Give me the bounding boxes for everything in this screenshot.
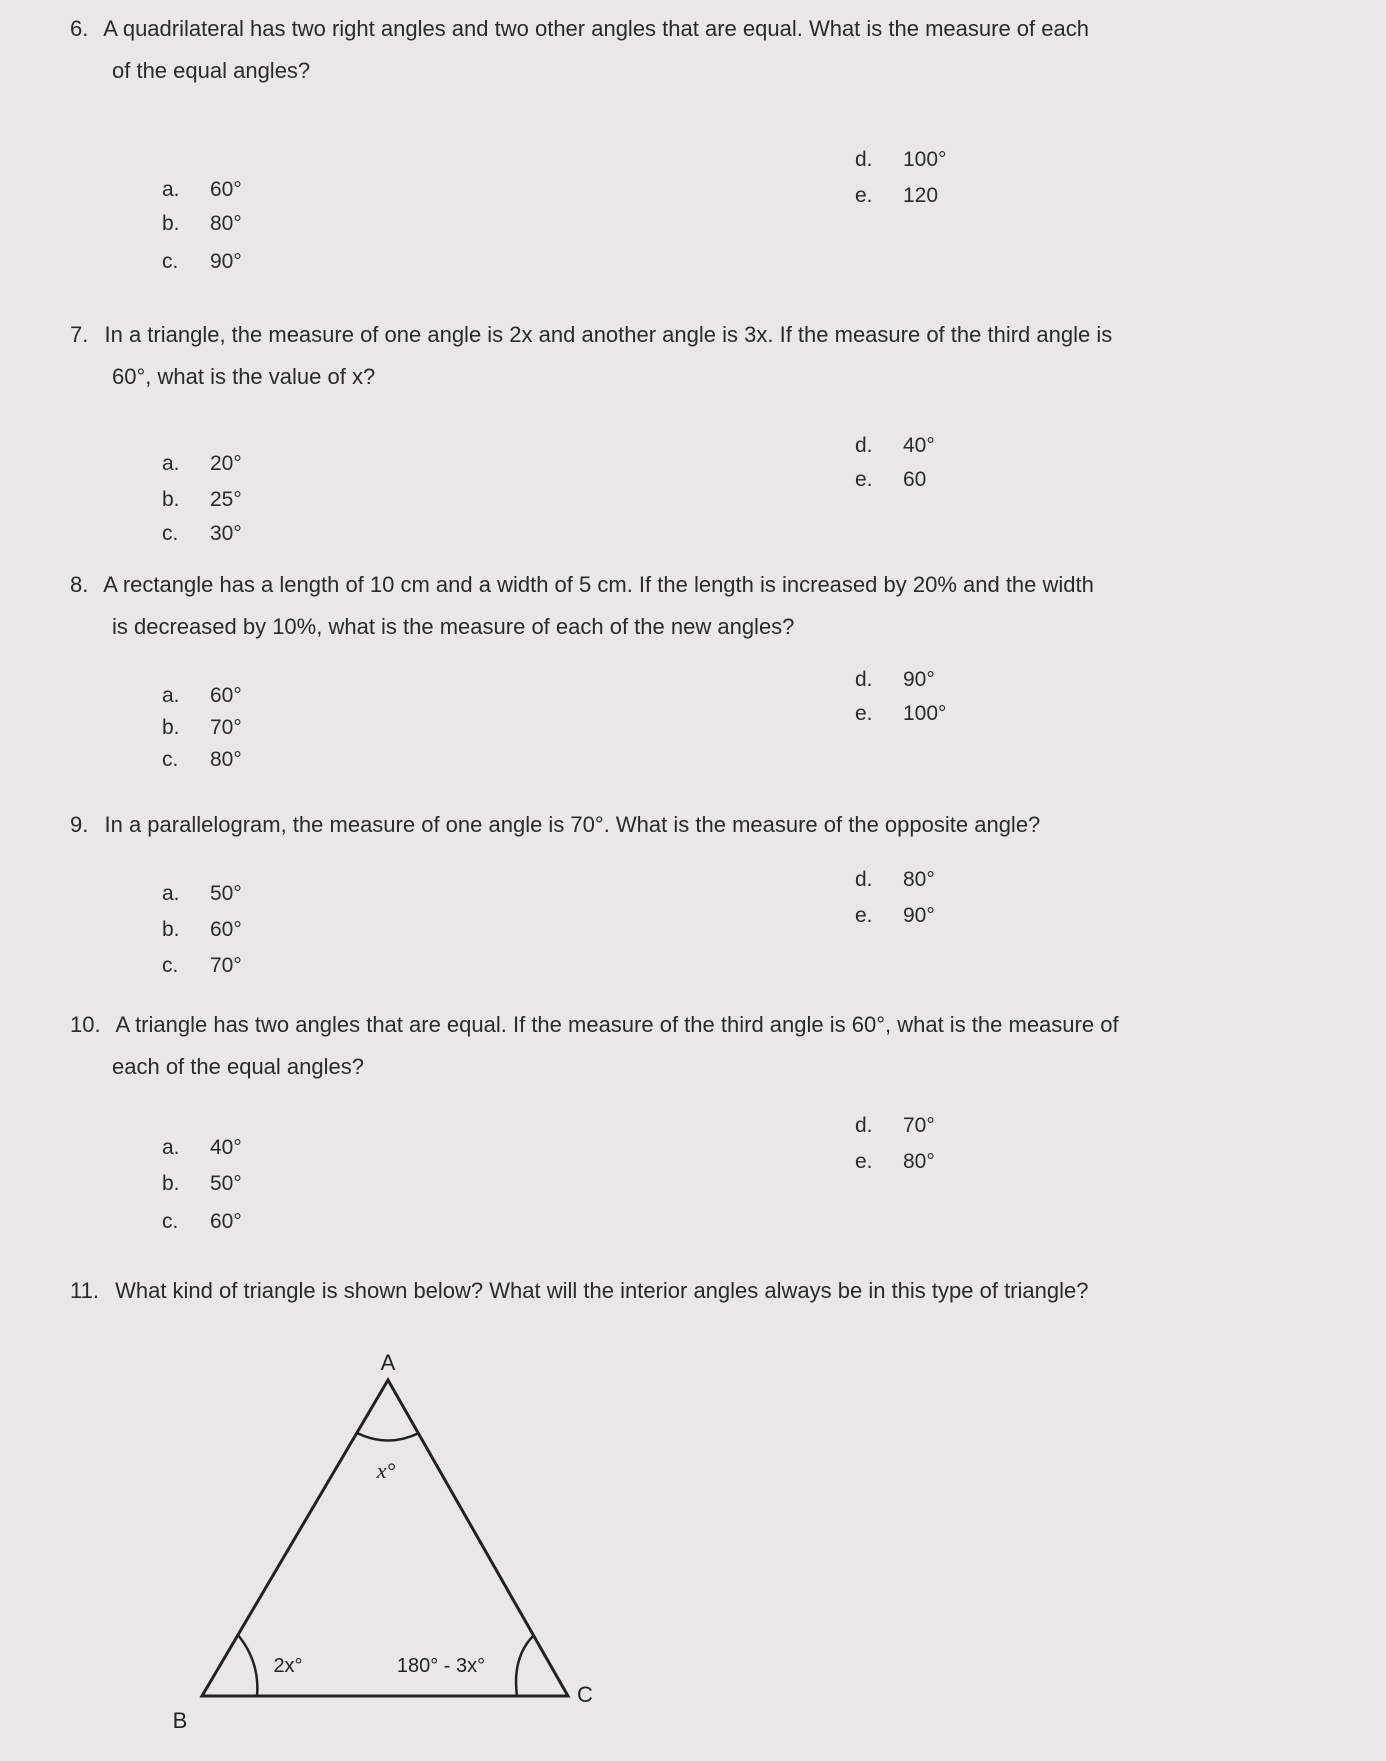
- question-text-continued: of the equal angles?: [112, 58, 311, 83]
- question-9: [70, 804, 1360, 846]
- angle-arc-b: [238, 1635, 257, 1696]
- option-7e[interactable]: e. 60: [855, 468, 927, 491]
- option-7a[interactable]: a. 20°: [162, 452, 242, 475]
- question-number: 6.: [70, 16, 89, 41]
- triangle-outline: [202, 1380, 568, 1696]
- option-6e[interactable]: e. 120: [855, 184, 939, 207]
- question-text: A quadrilateral has two right angles and two other angles that are equal. What is the measure of each: [103, 16, 1089, 41]
- question-6: [70, 8, 1360, 92]
- option-10b[interactable]: b. 50°: [162, 1172, 242, 1195]
- question-10: [70, 1004, 1360, 1088]
- question-text: In a parallelogram, the measure of one angle is 70°. What is the measure of the opposite angle?: [104, 812, 1041, 837]
- option-7d[interactable]: d. 40°: [855, 434, 935, 457]
- angle-arc-a: [357, 1433, 419, 1441]
- option-9b[interactable]: b. 60°: [162, 918, 242, 941]
- option-6c[interactable]: c. 90°: [162, 250, 242, 273]
- question-number: 8.: [70, 572, 89, 597]
- vertex-label-b: B: [172, 1708, 188, 1733]
- option-9a[interactable]: a. 50°: [162, 882, 242, 905]
- option-8c[interactable]: c. 80°: [162, 748, 242, 771]
- option-8e[interactable]: e. 100°: [855, 702, 947, 725]
- option-8d[interactable]: d. 90°: [855, 668, 935, 691]
- question-11: [70, 1270, 1360, 1312]
- question-number: 11.: [70, 1278, 99, 1303]
- question-text-continued: is decreased by 10%, what is the measure of each of the new angles?: [112, 614, 795, 639]
- question-8: [70, 564, 1360, 648]
- option-10d[interactable]: d. 70°: [855, 1114, 935, 1137]
- option-10e[interactable]: e. 80°: [855, 1150, 935, 1173]
- question-7: [70, 314, 1360, 398]
- question-number: 7.: [70, 322, 89, 347]
- question-text: What kind of triangle is shown below? What will the interior angles always be in this type of triangle?: [115, 1278, 1089, 1303]
- option-8b[interactable]: b. 70°: [162, 716, 242, 739]
- vertex-label-a: A: [380, 1350, 396, 1375]
- option-6d[interactable]: d. 100°: [855, 148, 947, 171]
- option-9d[interactable]: d. 80°: [855, 868, 935, 891]
- option-9c[interactable]: c. 70°: [162, 954, 242, 977]
- option-7b[interactable]: b. 25°: [162, 488, 242, 511]
- triangle-diagram: [160, 1340, 620, 1740]
- angle-label-c: 180° - 3x°: [396, 1655, 486, 1677]
- option-8a[interactable]: a. 60°: [162, 684, 242, 707]
- vertex-label-c: C: [577, 1682, 593, 1707]
- option-10a[interactable]: a. 40°: [162, 1136, 242, 1159]
- question-text-continued: each of the equal angles?: [112, 1054, 364, 1079]
- option-7c[interactable]: c. 30°: [162, 522, 242, 545]
- angle-label-b: 2x°: [273, 1655, 303, 1677]
- question-text: A rectangle has a length of 10 cm and a width of 5 cm. If the length is increased by 20% and the width: [103, 572, 1094, 597]
- question-text: In a triangle, the measure of one angle is 2x and another angle is 3x. If the measure of the third angle is: [104, 322, 1113, 347]
- question-number: 10.: [70, 1012, 101, 1037]
- question-text-continued: 60°, what is the value of x?: [112, 364, 376, 389]
- option-10c[interactable]: c. 60°: [162, 1210, 242, 1233]
- question-text: A triangle has two angles that are equal. If the measure of the third angle is 60°, what is the measure of: [115, 1012, 1119, 1037]
- option-6a[interactable]: a. 60°: [162, 178, 242, 201]
- option-6b[interactable]: b. 80°: [162, 212, 242, 235]
- angle-label-a: x°: [376, 1458, 396, 1483]
- angle-arc-c: [516, 1636, 533, 1696]
- question-number: 9.: [70, 812, 89, 837]
- option-9e[interactable]: e. 90°: [855, 904, 935, 927]
